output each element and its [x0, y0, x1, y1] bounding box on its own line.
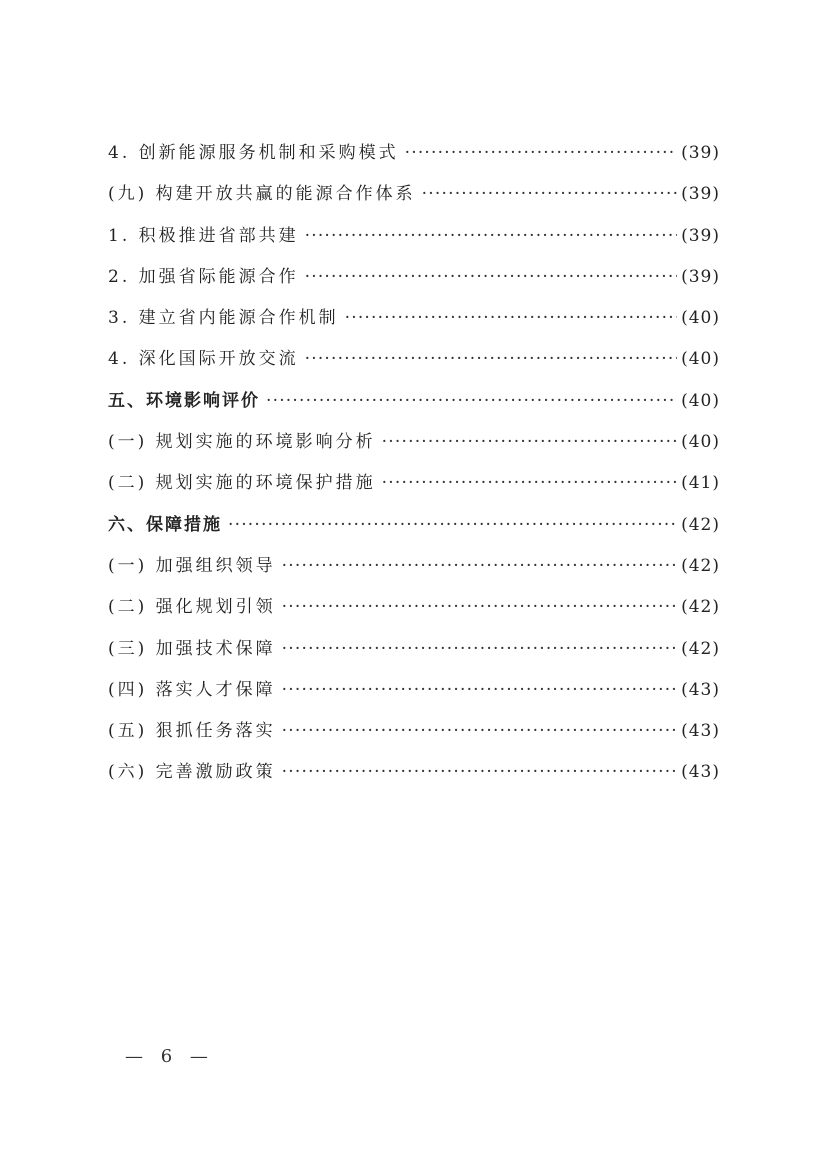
- toc-leader-dots: [405, 143, 677, 163]
- toc-entry-page: (40): [681, 308, 720, 329]
- toc-entry[interactable]: [108, 262, 720, 303]
- toc-leader-dots: [282, 556, 677, 576]
- toc-entry-title: (二) 规划实施的环境保护措施: [108, 473, 376, 494]
- toc-leader-dots: [282, 639, 677, 659]
- toc-entry-title: 2. 加强省际能源合作: [108, 266, 299, 287]
- toc-leader-dots: [282, 680, 677, 700]
- toc-entry-page: (43): [681, 721, 720, 742]
- toc-entry-page: (39): [681, 266, 720, 287]
- toc-leader-dots: [282, 762, 677, 782]
- toc-entry[interactable]: [108, 221, 720, 262]
- toc-leader-dots: [282, 721, 677, 741]
- toc-entry[interactable]: [108, 468, 720, 509]
- toc-entry-title: (二) 强化规划引领: [108, 597, 276, 618]
- toc-entry-title: (一) 规划实施的环境影响分析: [108, 432, 376, 453]
- toc-entry-page: (42): [681, 514, 720, 535]
- toc-entry-title: (五) 狠抓任务落实: [108, 721, 276, 742]
- toc-entry-title: (九) 构建开放共赢的能源合作体系: [108, 184, 416, 205]
- toc-entry[interactable]: [108, 179, 720, 220]
- toc-chapter-entry[interactable]: [108, 386, 720, 427]
- toc-entry-title: (四) 落实人才保障: [108, 679, 276, 700]
- toc-entry-page: (43): [681, 762, 720, 783]
- toc-entry-page: (41): [681, 473, 720, 494]
- toc-entry-title: (三) 加强技术保障: [108, 638, 276, 659]
- table-of-contents: [108, 138, 720, 799]
- toc-entry-title: 五、环境影响评价: [108, 390, 260, 411]
- toc-entry-title: 4. 创新能源服务机制和采购模式: [108, 143, 399, 163]
- toc-leader-dots: [305, 226, 677, 246]
- toc-entry[interactable]: [108, 675, 720, 716]
- toc-leader-dots: [266, 391, 677, 411]
- toc-entry-title: (六) 完善激励政策: [108, 762, 276, 783]
- toc-entry-page: (42): [681, 597, 720, 618]
- toc-leader-dots: [422, 184, 677, 204]
- toc-entry-title: (一) 加强组织领导: [108, 555, 276, 576]
- toc-entry[interactable]: [108, 551, 720, 592]
- toc-entry-page: (40): [681, 390, 720, 411]
- toc-chapter-entry[interactable]: [108, 510, 720, 551]
- toc-entry-page: (42): [681, 638, 720, 659]
- toc-leader-dots: [382, 432, 677, 452]
- toc-entry-title: 3. 建立省内能源合作机制: [108, 308, 339, 329]
- toc-entry-title: 4. 深化国际开放交流: [108, 349, 299, 370]
- toc-entry[interactable]: [108, 303, 720, 344]
- toc-leader-dots: [305, 267, 677, 287]
- toc-entry-page: (40): [681, 349, 720, 370]
- toc-leader-dots: [282, 597, 677, 617]
- toc-entry-page: (39): [681, 143, 720, 163]
- toc-entry[interactable]: [108, 344, 720, 385]
- toc-entry[interactable]: [108, 757, 720, 798]
- toc-leader-dots: [382, 473, 677, 493]
- toc-entry-page: (39): [681, 225, 720, 246]
- toc-entry[interactable]: [108, 634, 720, 675]
- toc-entry[interactable]: [108, 592, 720, 633]
- toc-entry-page: (40): [681, 432, 720, 453]
- toc-entry[interactable]: [108, 427, 720, 468]
- toc-entry-page: (43): [681, 679, 720, 700]
- toc-leader-dots: [228, 515, 677, 535]
- toc-entry-title: 六、保障措施: [108, 514, 222, 535]
- toc-entry-page: (39): [681, 184, 720, 205]
- toc-leader-dots: [345, 308, 677, 328]
- toc-entry[interactable]: [108, 138, 720, 179]
- toc-entry-page: (42): [681, 555, 720, 576]
- toc-entry-title: 1. 积极推进省部共建: [108, 225, 299, 246]
- page-number: — 6 —: [125, 1046, 214, 1067]
- toc-leader-dots: [305, 349, 677, 369]
- toc-entry[interactable]: [108, 716, 720, 757]
